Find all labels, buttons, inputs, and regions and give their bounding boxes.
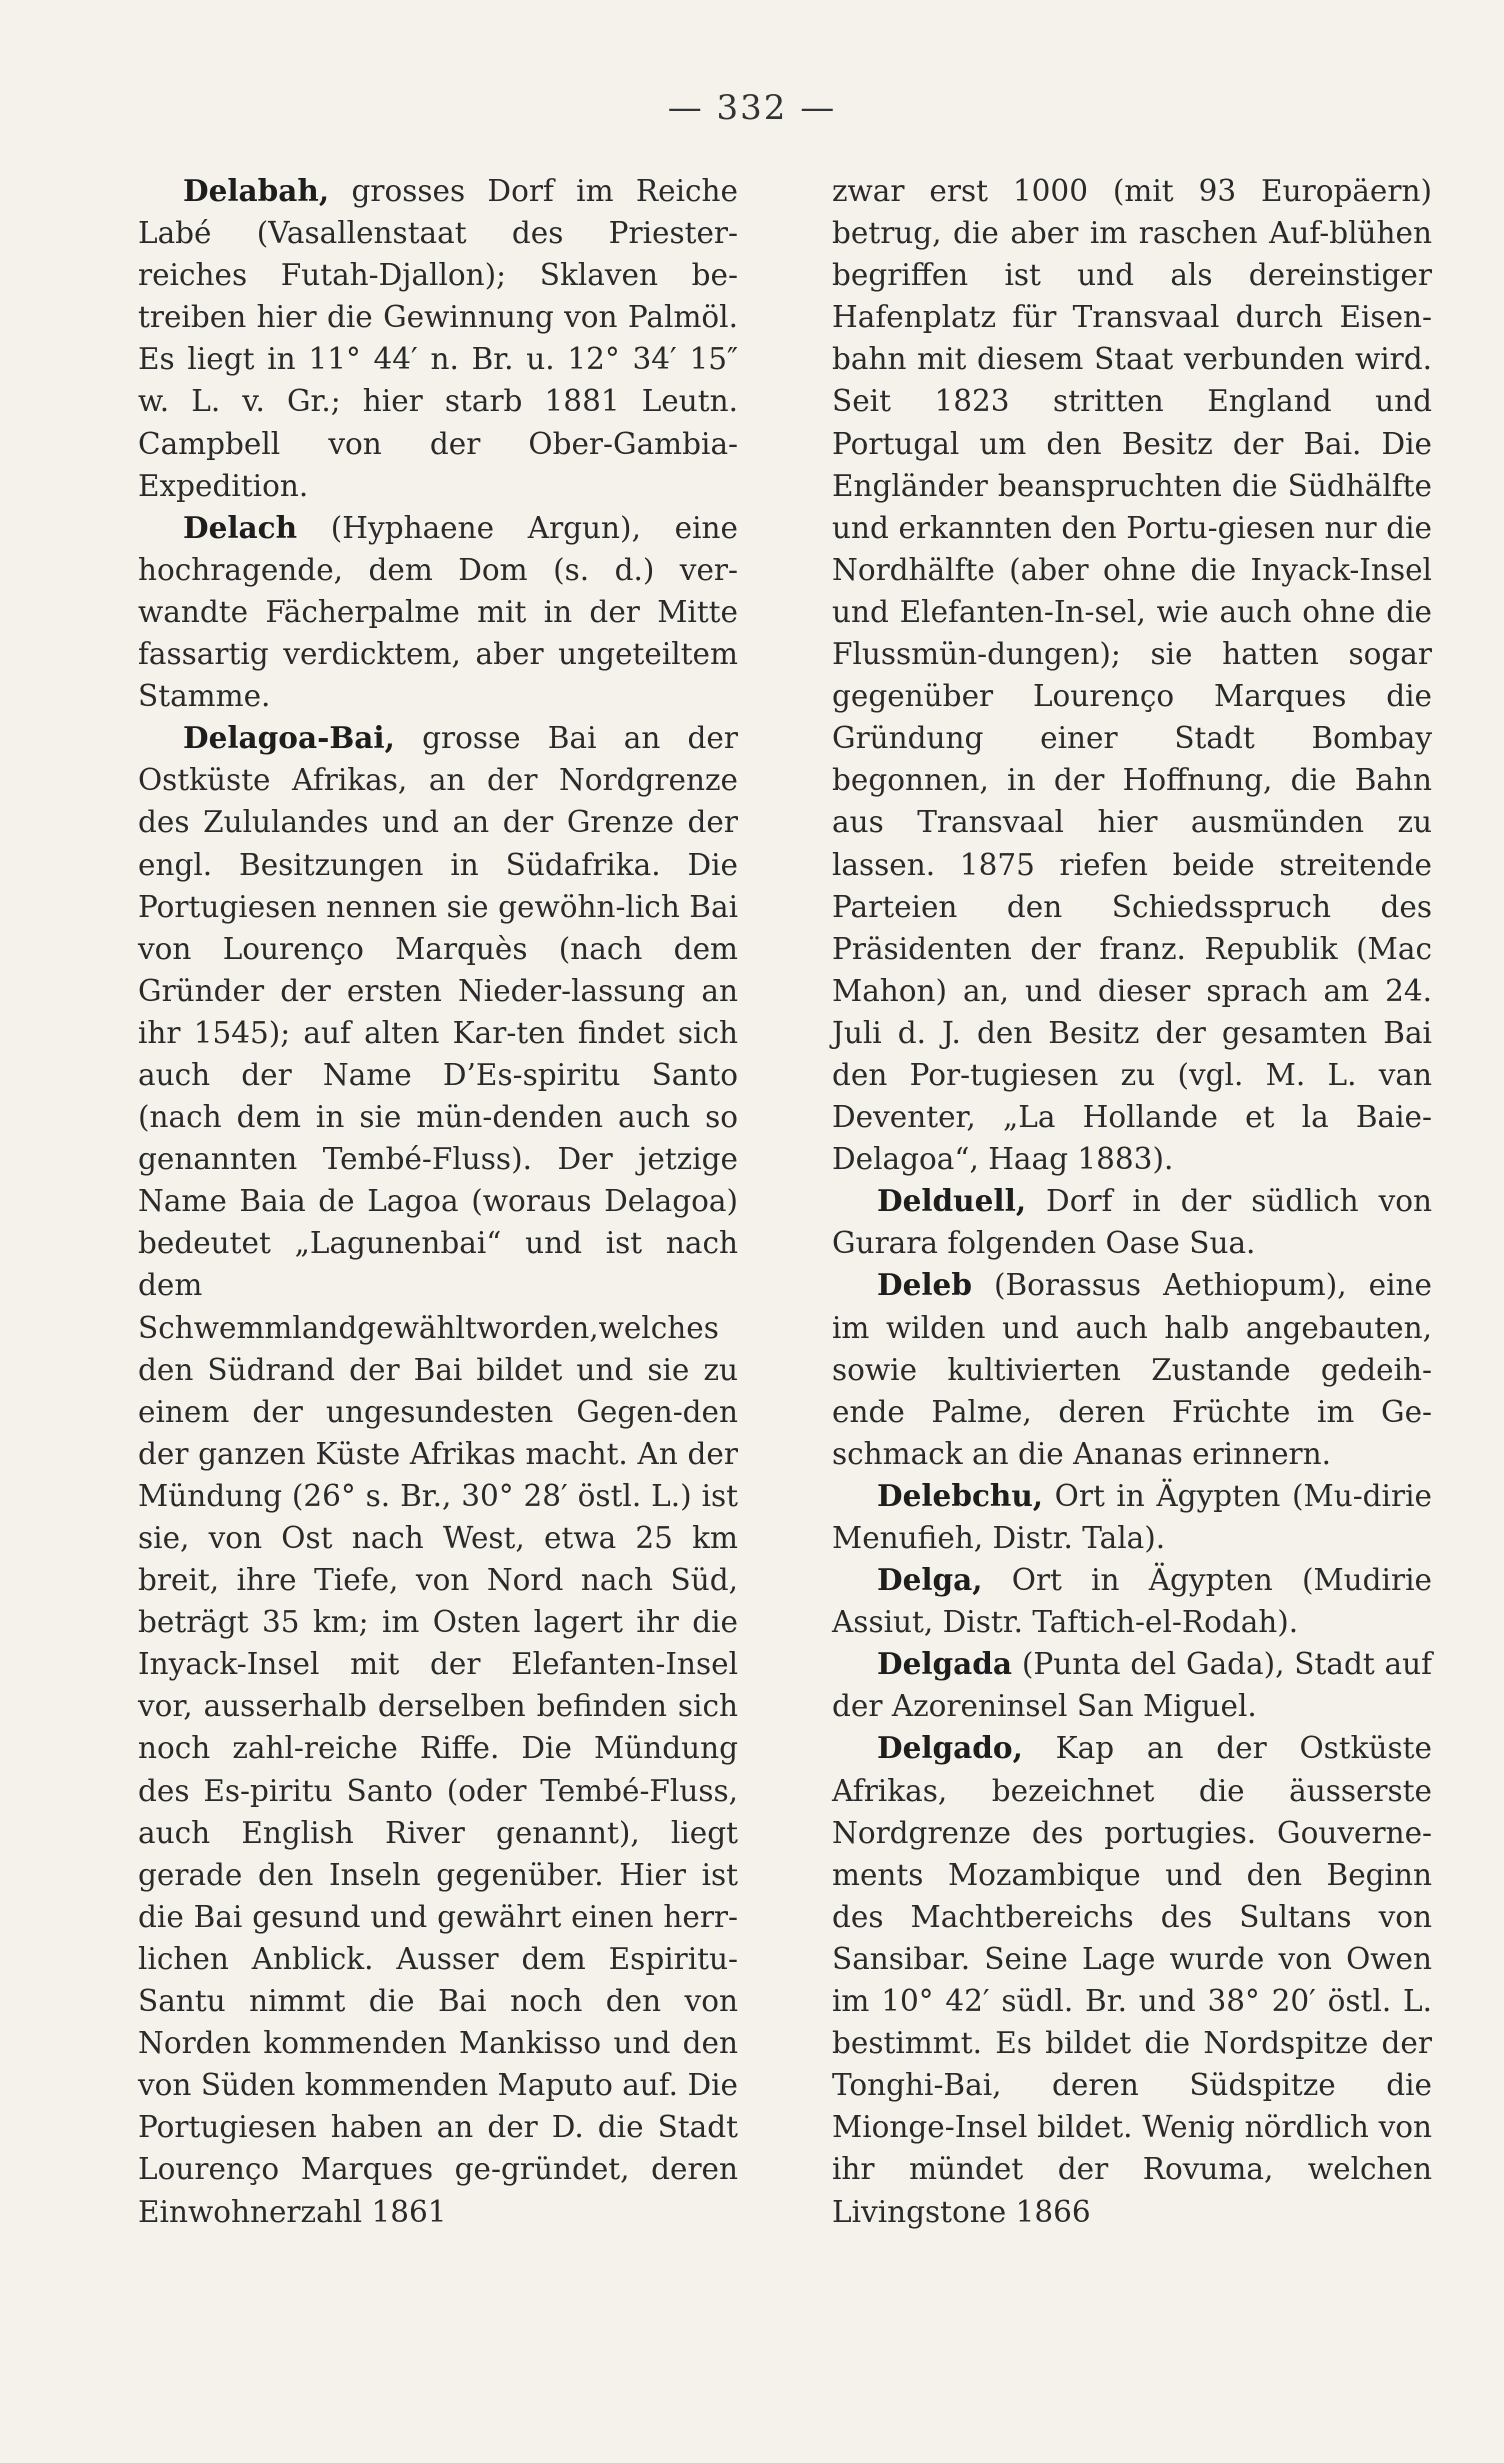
entry-deleb <box>832 1264 1432 1474</box>
headword: Delgado, <box>877 1730 1023 1766</box>
entry-delagoa-bai <box>138 717 738 2232</box>
page-number: — 332 — <box>667 88 837 128</box>
entry-text: Kap an der Ostküste Afrikas, bezeichnet die äusserste Nordgrenze des portugies. Gouverne-ments Mozambique und den Beginn des Machtbereichs des Sultans von Sansibar. Seine Lage wurde von Owen im 10° 42′ südl. Br. und 38° 20′ östl. L. bestimmt. Es bildet die Nordspitze der Tonghi-Bai, deren Südspitze die Mionge-Insel bildet. Wenig nördlich von ihr mündet der Rovuma, welchen Livingstone 1866 <box>832 1731 1432 2229</box>
headword: Delabah, <box>183 173 330 208</box>
entry-text: Ort in Ägypten (Mudirie Assiut, Distr. Taftich-el-Rodah). <box>832 1563 1432 1640</box>
entry-delagoa-bai-continued <box>832 170 1432 1180</box>
entry-text: (Punta del Gada), Stadt auf der Azoreninsel San Miguel. <box>832 1647 1432 1724</box>
headword: Delduell, <box>877 1183 1027 1219</box>
entry-delduell <box>832 1180 1432 1264</box>
entry-text: zwar erst 1000 (mit 93 Europäern) betrug, die aber im raschen Auf-blühen begriffen ist und als dereinstiger Hafenplatz für Transvaal durch Eisen-bahn mit diesem Staat verbunden wird. Seit 1823 stritten England und Portugal um den Besitz der Bai. Die Engländer beanspruchten die Südhälfte und erkannten den Portu-giesen nur die Nordhälfte (aber ohne die Inyack-Insel und Elefanten-In-sel, wie auch ohne die Flussmün-dungen); sie hatten sogar gegenüber Lourenço Marques die Gründung einer Stadt Bombay begonnen, in der Hoffnung, die Bahn aus Transvaal hier ausmünden zu lassen. 1875 riefen beide streitende Parteien den Schiedsspruch des Präsidenten der franz. Republik (Mac Mahon) an, und dieser sprach am 24. Juli d. J. den Besitz der gesamten Bai den Por-tugiesen zu (vgl. M. L. van Deventer, „La Hollande et la Baie-Delagoa“, Haag 1883). <box>832 174 1432 1177</box>
entry-text: Dorf in der südlich von Gurara folgenden Oase Sua. <box>832 1184 1432 1261</box>
headword: Delach <box>183 509 298 545</box>
headword: Delgada <box>877 1646 1013 1682</box>
headword: Delagoa-Bai, <box>183 720 395 756</box>
right-column <box>832 170 1432 2233</box>
entry-text: Ort in Ägypten (Mu-dirie Menufieh, Distr. Tala). <box>832 1478 1432 1555</box>
left-column <box>138 170 738 2233</box>
entry-delgado <box>832 1727 1432 2232</box>
headword: Delebchu, <box>877 1477 1044 1513</box>
entry-delebchu <box>832 1475 1432 1559</box>
entry-text: (Hyphaene Argun), eine hochragende, dem Dom (s. d.) ver-wandte Fächerpalme mit in der Mitte fassartig verdicktem, aber ungeteiltem Stamme. <box>138 510 738 714</box>
entry-text: grosse Bai an der Ostküste Afrikas, an der Nordgrenze des Zululandes und an der Grenze der engl. Besitzungen in Südafrika. Die Portugiesen nennen sie gewöhn-lich Bai von Lourenço Marquès (nach dem Gründer der ersten Nieder-lassung an ihr 1545); auf alten Kar-ten findet sich auch der Name D’Es-spiritu Santo (nach dem in sie mün-denden auch so genannten Tembé-Fluss). Der jetzige Name Baia de Lagoa (woraus Delagoa) bedeutet „Lagunenbai“ und ist nach dem Schwemmlandgewähltworden,welches den Südrand der Bai bildet und sie zu einem der ungesundesten Gegen-den der ganzen Küste Afrikas macht. An der Mündung (26° s. Br., 30° 28′ östl. L.) ist sie, von Ost nach West, etwa 25 km breit, ihre Tiefe, von Nord nach Süd, beträgt 35 km; im Osten lagert ihr die Inyack-Insel mit der Elefanten-Insel vor, ausserhalb derselben befinden sich noch zahl-reiche Riffe. Die Mündung des Es-piritu Santo (oder Tembé-Fluss, auch English River genannt), liegt gerade den Inseln gegenüber. Hier ist die Bai gesund und gewährt einen herr-lichen Anblick. Ausser dem Espiritu-Santu nimmt die Bai noch den von Norden kommenden Mankisso und den von Süden kommenden Maputo auf. Die Portugiesen haben an der D. die Stadt Lourenço Marques ge-gründet, deren Einwohnerzahl 1861 <box>138 721 738 2229</box>
entry-delabah <box>138 170 738 507</box>
entry-delach <box>138 507 738 717</box>
entry-delga <box>832 1559 1432 1643</box>
headword: Delga, <box>877 1562 983 1598</box>
entry-delgada <box>832 1643 1432 1727</box>
entry-text: grosses Dorf im Reiche Labé (Vasallenstaat des Priester-reiches Futah-Djallon); Sklaven be-treiben hier die Gewinnung von Palmöl. Es liegt in 11° 44′ n. Br. u. 12° 34′ 15″ w. L. v. Gr.; hier starb 1881 Leutn. Campbell von der Ober-Gambia-Expedition. <box>138 174 738 503</box>
headword: Deleb <box>877 1267 972 1303</box>
entry-text: (Borassus Aethiopum), eine im wilden und auch halb angebauten, sowie kultivierten Zustande gedeih-ende Palme, deren Früchte im Ge-schmack an die Ananas erinnern. <box>832 1268 1432 1471</box>
